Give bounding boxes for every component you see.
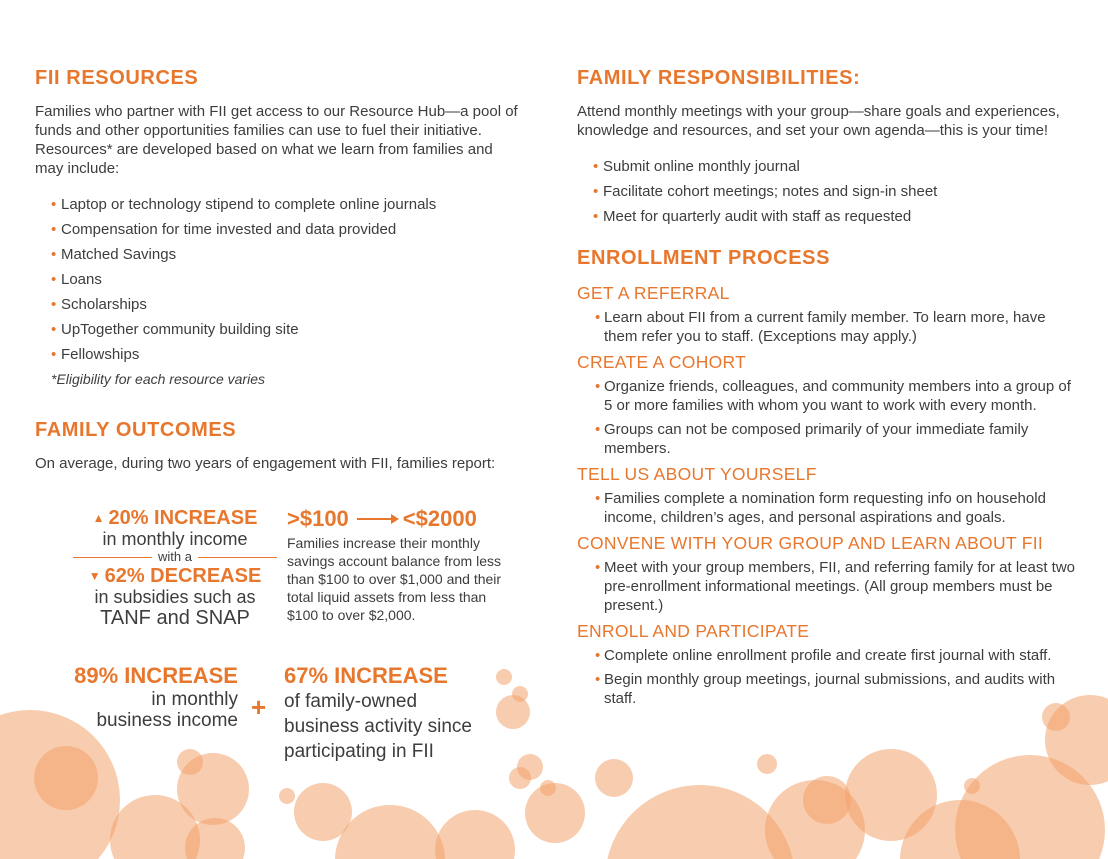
decrease-heading: ▼ 62% DECREASE bbox=[88, 565, 262, 587]
step-list bbox=[577, 308, 1082, 346]
list-item: • Loans bbox=[51, 270, 525, 289]
business-activity-line-1: of family-owned bbox=[284, 691, 418, 712]
list-item: • Families complete a nomination form requesting info on household income, children’s ages, and personal aspirations and goals. bbox=[595, 489, 1082, 527]
outcomes-intro: On average, during two years of engagement with FII, families report: bbox=[35, 455, 496, 472]
step-enroll bbox=[577, 620, 1082, 708]
list-item: • Scholarships bbox=[51, 295, 525, 314]
list-item: • Submit online monthly journal bbox=[593, 157, 1082, 176]
list-item: • UpTogether community building site bbox=[51, 320, 525, 339]
arrow-right-icon bbox=[357, 518, 397, 520]
step-cohort bbox=[577, 351, 1082, 458]
list-item: • Matched Savings bbox=[51, 245, 525, 264]
list-item: • Complete online enrollment profile and create first journal with staff. bbox=[595, 646, 1082, 665]
savings-stat bbox=[287, 507, 512, 624]
resources-list bbox=[35, 195, 525, 364]
step-heading: GET A REFERRAL bbox=[577, 283, 730, 303]
business-activity-stat bbox=[284, 663, 514, 764]
savings-text: Families increase their monthly savings account balance from less than $100 to over $1,000 and their total liquid assets from less than $100 to over $2,000. bbox=[287, 535, 502, 623]
savings-heading: >$100 <$2000 bbox=[287, 506, 477, 531]
with-a-divider: with a bbox=[73, 549, 277, 565]
business-income-stat bbox=[35, 663, 238, 731]
business-activity-line-2: business activity since bbox=[284, 716, 472, 737]
increase-line: in monthly income bbox=[102, 529, 248, 549]
step-list bbox=[577, 646, 1082, 708]
step-tell-us bbox=[577, 463, 1082, 527]
increase-heading: ▲ 20% INCREASE bbox=[92, 507, 258, 529]
list-item: • Groups can not be composed primarily of your immediate family members. bbox=[595, 420, 1082, 458]
list-item: • Meet with your group members, FII, and referring family for at least two pre-enrollment informational meetings. (All group members must be present.) bbox=[595, 558, 1082, 615]
step-heading: CONVENE WITH YOUR GROUP AND LEARN ABOUT FII bbox=[577, 533, 1044, 553]
step-list bbox=[577, 489, 1082, 527]
enrollment-section bbox=[577, 244, 1082, 708]
outcomes-section bbox=[35, 416, 525, 777]
business-income-line-1: in monthly bbox=[151, 689, 238, 710]
responsibilities-section bbox=[577, 64, 1082, 226]
right-column bbox=[577, 64, 1082, 713]
eligibility-note: *Eligibility for each resource varies bbox=[51, 371, 265, 387]
plus-icon: + bbox=[251, 692, 267, 722]
triangle-up-icon: ▲ bbox=[92, 511, 105, 525]
list-item: • Organize friends, colleagues, and community members into a group of 5 or more families with whom you want to work with every month. bbox=[595, 377, 1082, 415]
list-item: • Compensation for time invested and data provided bbox=[51, 220, 525, 239]
resources-intro: Families who partner with FII get access to our Resource Hub—a pool of funds and other opportunities families can use to fuel their initiative. Resources* are developed based on what we learn from families and may include: bbox=[35, 103, 518, 177]
decrease-line-2: TANF and SNAP bbox=[100, 607, 250, 629]
business-activity-line-3: participating in FII bbox=[284, 741, 434, 762]
responsibilities-intro: Attend monthly meetings with your group—share goals and experiences, knowledge and resources, and set your own agenda—this is your time! bbox=[577, 103, 1060, 139]
list-item: • Fellowships bbox=[51, 345, 525, 364]
step-referral bbox=[577, 282, 1082, 346]
business-income-heading: 89% INCREASE bbox=[74, 663, 238, 688]
list-item: • Facilitate cohort meetings; notes and sign-in sheet bbox=[593, 182, 1082, 201]
outcomes-stats bbox=[35, 487, 525, 777]
responsibilities-list bbox=[577, 157, 1082, 226]
list-item: • Laptop or technology stipend to complete online journals bbox=[51, 195, 525, 214]
step-heading: ENROLL AND PARTICIPATE bbox=[577, 621, 810, 641]
list-item: • Begin monthly group meetings, journal submissions, and audits with staff. bbox=[595, 670, 1082, 708]
list-item: • Learn about FII from a current family member. To learn more, have them refer you to staff. (Exceptions may apply.) bbox=[595, 308, 1082, 346]
step-list bbox=[577, 377, 1082, 458]
responsibilities-title: FAMILY RESPONSIBILITIES: bbox=[577, 67, 861, 89]
business-activity-heading: 67% INCREASE bbox=[284, 663, 448, 688]
decrease-line-1: in subsidies such as bbox=[94, 587, 256, 607]
step-convene bbox=[577, 532, 1082, 615]
list-item: • Meet for quarterly audit with staff as requested bbox=[593, 207, 1082, 226]
triangle-down-icon: ▼ bbox=[88, 569, 101, 583]
resources-title: FII RESOURCES bbox=[35, 67, 199, 89]
outcomes-title: FAMILY OUTCOMES bbox=[35, 419, 237, 441]
step-heading: TELL US ABOUT YOURSELF bbox=[577, 464, 817, 484]
income-subsidy-stat bbox=[73, 507, 277, 629]
step-list bbox=[577, 558, 1082, 615]
left-column bbox=[35, 64, 525, 777]
step-heading: CREATE A COHORT bbox=[577, 352, 747, 372]
enrollment-title: ENROLLMENT PROCESS bbox=[577, 247, 831, 269]
resources-section bbox=[35, 64, 525, 388]
business-income-line-2: business income bbox=[96, 710, 238, 731]
